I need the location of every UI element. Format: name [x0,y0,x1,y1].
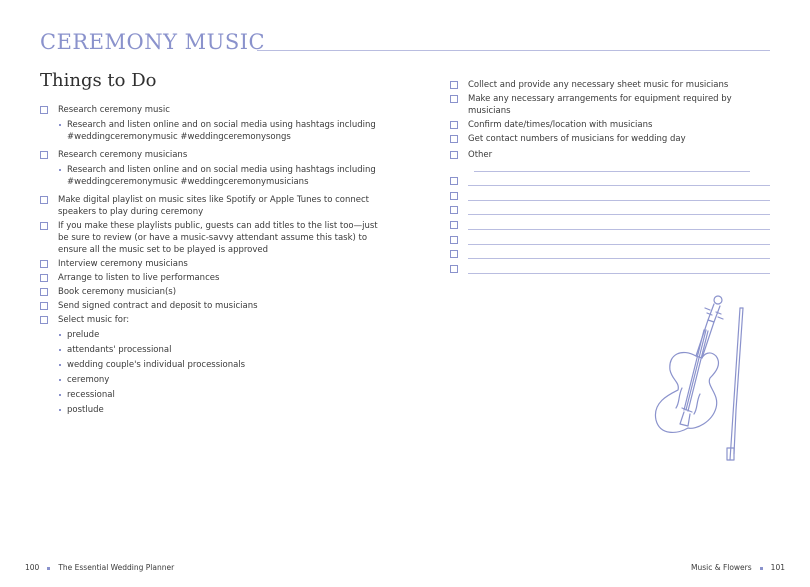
todo-item-label: Get contact numbers of musicians for wedding day [468,134,686,144]
todo-item [450,93,770,117]
footer-dot [760,567,763,570]
todo-item-label: Confirm date/times/location with musicians [468,120,653,130]
todo-subitem: ceremony [40,374,380,386]
todo-subitem: postlude [40,404,380,416]
todo-item-label: Collect and provide any necessary sheet music for musicians [468,80,729,90]
write-in-line[interactable] [468,190,770,201]
todo-item [450,79,770,91]
checkbox[interactable] [40,302,48,310]
book-title: The Essential Wedding Planner [58,563,175,572]
todo-item-label: Research ceremony music [58,105,170,115]
write-in-line[interactable] [468,234,770,245]
todo-item [40,300,380,312]
other-item [450,149,770,173]
write-in-line[interactable] [468,248,770,259]
todo-list-left [40,104,380,419]
todo-item [450,119,770,131]
todo-item-label: If you make these playlists public, guests can add titles to the list too—just be sure to review (or have a music-savvy attendant assume this task) to ensure all the music set to be played is approved [58,221,378,255]
write-in-line[interactable] [474,161,750,172]
todo-item [40,194,380,218]
checkbox[interactable] [450,206,458,214]
blank-item [450,190,770,202]
other-label: Other [468,150,493,160]
todo-item [40,258,380,270]
todo-item-label: Research ceremony musicians [58,150,188,160]
todo-subitem: prelude [40,329,380,341]
checkbox[interactable] [40,260,48,268]
footer-left [25,563,174,572]
checkbox[interactable] [40,196,48,204]
blank-item [450,175,770,187]
todo-item [40,272,380,284]
title-rule [257,50,770,51]
checkbox[interactable] [40,274,48,282]
todo-item-label: Interview ceremony musicians [58,259,188,269]
violin-and-bow-icon [630,290,760,465]
todo-item-label: Select music for: [58,315,130,325]
checkbox[interactable] [450,177,458,185]
checkbox[interactable] [450,265,458,273]
section-name: Music & Flowers [690,563,752,572]
todo-item [450,133,770,145]
todo-item [40,314,380,326]
todo-item-label: Make digital playlist on music sites like Spotify or Apple Tunes to connect speakers to play during ceremony [58,195,369,217]
checkbox[interactable] [40,316,48,324]
checkbox[interactable] [40,151,48,159]
right-page-number: 101 [770,563,785,572]
todo-item-label: Book ceremony musician(s) [58,287,177,297]
todo-item-label: Make any necessary arrangements for equipment required by musicians [468,94,732,116]
checkbox[interactable] [450,151,458,159]
checkbox[interactable] [450,236,458,244]
checkbox[interactable] [450,95,458,103]
left-page-number: 100 [25,563,40,572]
page-title: CEREMONY MUSIC [40,30,266,54]
checkbox[interactable] [40,288,48,296]
todo-item [40,220,380,256]
todo-item [40,104,380,116]
todo-item [40,286,380,298]
todo-subitem: recessional [40,389,380,401]
blank-item [450,234,770,246]
write-in-line[interactable] [468,219,770,230]
checkbox[interactable] [450,81,458,89]
todo-subitem: Research and listen online and on social media using hashtags including #weddingceremonymusic #weddingceremonysongs [40,119,380,143]
checkbox[interactable] [450,250,458,258]
checkbox[interactable] [450,221,458,229]
todo-subitem: attendants' processional [40,344,380,356]
footer-right [691,563,785,572]
section-heading: Things to Do [40,70,157,91]
write-in-line[interactable] [468,204,770,215]
checkbox[interactable] [40,222,48,230]
blank-item [450,263,770,275]
footer-dot [47,567,50,570]
checkbox[interactable] [40,106,48,114]
todo-subitem: Research and listen online and on social media using hashtags including #weddingceremonymusic #weddingceremonymusicians [40,164,380,188]
write-in-line[interactable] [468,263,770,274]
blank-item [450,204,770,216]
checkbox[interactable] [450,192,458,200]
todo-subitem: wedding couple's individual processionals [40,359,380,371]
todo-list-right [450,79,770,278]
todo-item [40,149,380,161]
todo-item-label: Send signed contract and deposit to musicians [58,301,258,311]
blank-item [450,248,770,260]
checkbox[interactable] [450,121,458,129]
todo-item-label: Arrange to listen to live performances [58,273,220,283]
blank-item [450,219,770,231]
checkbox[interactable] [450,135,458,143]
write-in-line[interactable] [468,175,770,186]
